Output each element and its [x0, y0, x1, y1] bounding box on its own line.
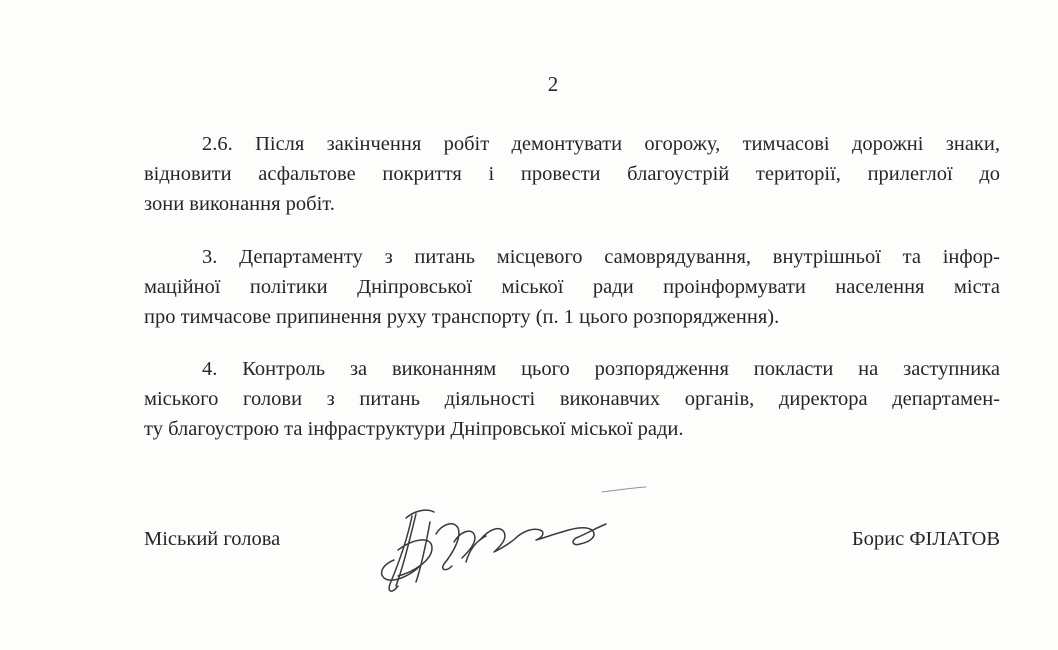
paragraph-line: 3. Департаменту з питань місцевого самоврядування, внутрішньої та інфор-: [202, 246, 1000, 268]
paragraph-3: [144, 242, 1000, 332]
handwritten-signature: [370, 478, 660, 603]
signer-position-title: Міський голова: [144, 528, 281, 550]
paragraph-line: маційної політики Дніпровської міської ради проінформувати населення міста: [144, 276, 1000, 298]
paragraph-line: зони виконання робіт.: [144, 193, 335, 215]
signer-name: Борис ФІЛАТОВ: [851, 528, 1000, 550]
page-number: 2: [547, 72, 559, 96]
paragraph-line: про тимчасове припинення руху транспорту (п. 1 цього розпорядження).: [144, 306, 780, 328]
paragraph-line: міського голови з питань діяльності виконавчих органів, директора департамен-: [144, 388, 1000, 410]
paragraph-line: відновити асфальтове покриття і провести благоустрій території, прилеглої до: [144, 163, 1000, 185]
paragraph-2-6: [144, 129, 1000, 219]
paragraph-line: ту благоустрою та інфраструктури Дніпровської міської ради.: [144, 418, 684, 440]
paragraph-line: 2.6. Після закінчення робіт демонтувати огорожу, тимчасові дорожні знаки,: [202, 133, 1000, 155]
paragraph-4: [144, 354, 1000, 444]
paragraph-line: 4. Контроль за виконанням цього розпорядження покласти на заступника: [202, 358, 1000, 380]
